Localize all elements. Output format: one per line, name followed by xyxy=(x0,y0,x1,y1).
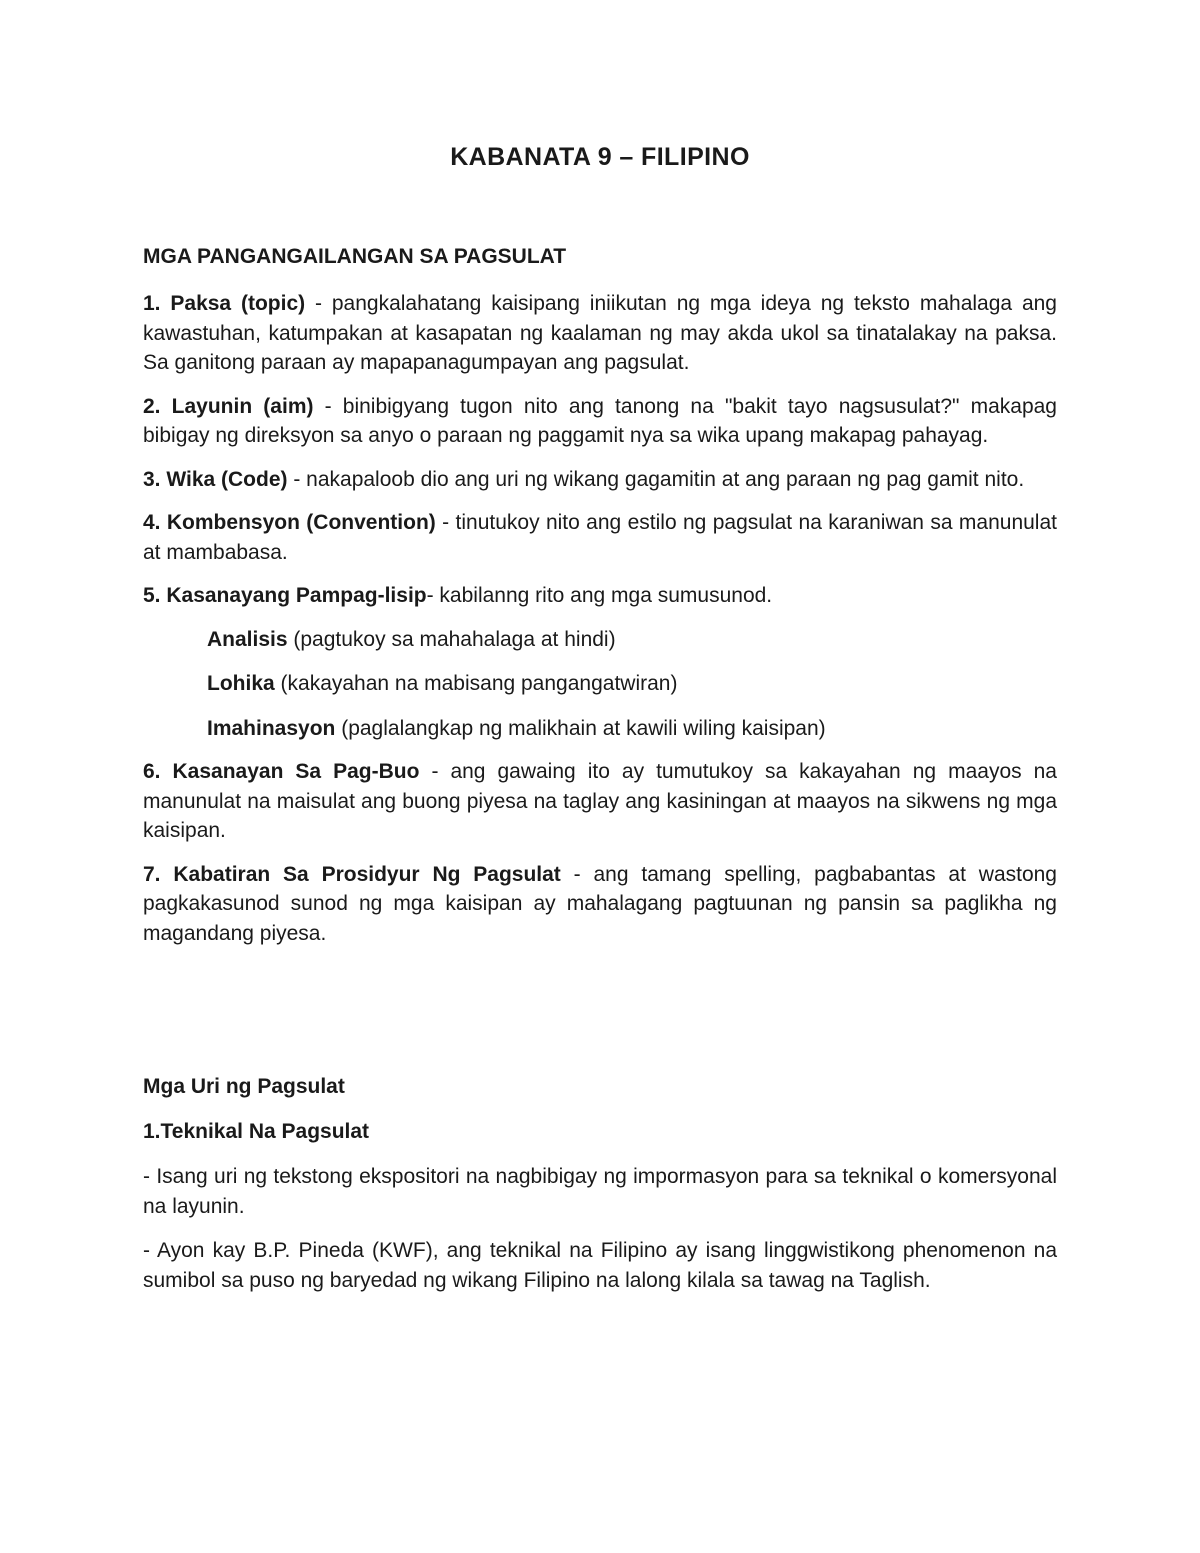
subitem-term: Imahinasyon xyxy=(207,716,336,740)
list-item xyxy=(143,465,1057,495)
list-item xyxy=(143,757,1057,846)
item-description: - pangkalahatang kaisipang iniikutan ng mga ideya ng teksto mahalaga ang kawastuhan, katumpakan at kasapatan ng kaalaman ng may akda ukol sa tinatalakay na paksa. Sa ganitong paraan ay mapapanagumpayan ang pagsulat. xyxy=(143,292,1057,374)
types-section xyxy=(143,1072,1057,1295)
item-term: 5. Kasanayang Pampag-lisip xyxy=(143,584,427,607)
sub-list-item xyxy=(143,669,1057,699)
list-item xyxy=(143,581,1057,611)
item-term: 6. Kasanayan Sa Pag-Buo xyxy=(143,760,420,783)
subsection-heading: 1.Teknikal Na Pagsulat xyxy=(143,1120,370,1143)
paragraph: - Isang uri ng tekstong ekspositori na nagbibigay ng impormasyon para sa teknikal o komersyonal na layunin. xyxy=(143,1165,1057,1218)
item-description: - nakapaloob dio ang uri ng wikang gagamitin at ang paraan ng pag gamit nito. xyxy=(287,467,1025,491)
item-description: - ang tamang spelling, pagbabantas at wastong pagkakasunod sunod ng mga kaisipan ay mahalagang pagtuunan ng pansin sa paglikha ng magandang piyesa. xyxy=(143,862,1057,945)
subitem-description: (paglalangkap ng malikhain at kawili wiling kaisipan) xyxy=(335,716,826,740)
item-description: - binibigyang tugon nito ang tanong na "bakit tayo nagsusulat?" makapag bibigay ng direksyon sa anyo o paraan ng paggamit nya sa wika upang makapag pahayag. xyxy=(143,394,1057,447)
requirements-section xyxy=(143,241,1057,948)
page-title: KABANATA 9 – FILIPINO xyxy=(450,143,750,171)
item-term: 2. Layunin (aim) xyxy=(143,394,314,418)
list-item xyxy=(143,860,1057,949)
sub-list-item xyxy=(143,625,1057,655)
item-description: - tinutukoy nito ang estilo ng pagsulat na karaniwan sa manunulat at mambabasa. xyxy=(143,511,1057,564)
section-heading: MGA PANGANGAILANGAN SA PAGSULAT xyxy=(143,245,567,268)
item-term: 4. Kombensyon (Convention) xyxy=(143,511,436,534)
sub-list-item xyxy=(143,714,1057,744)
section-heading: Mga Uri ng Pagsulat xyxy=(143,1075,345,1098)
subitem-description: (kakayahan na mabisang pangangatwiran) xyxy=(274,672,678,695)
list-item xyxy=(143,289,1057,378)
list-item xyxy=(143,508,1057,567)
item-description: - kabilanng rito ang mga sumusunod. xyxy=(426,584,773,607)
list-item xyxy=(143,392,1057,451)
subitem-description: (pagtukoy sa mahahalaga at hindi) xyxy=(287,627,616,651)
item-term: 1. Paksa (topic) xyxy=(143,292,306,315)
subitem-term: Lohika xyxy=(207,672,275,695)
paragraph: - Ayon kay B.P. Pineda (KWF), ang teknikal na Filipino ay isang linggwistikong phenomenon na sumibol sa puso ng baryedad ng wikang Filipino na lalong kilala sa tawag na Taglish. xyxy=(143,1239,1057,1292)
item-term: 3. Wika (Code) xyxy=(143,467,288,491)
item-description: - ang gawaing ito ay tumutukoy sa kakayahan ng maayos na manunulat na maisulat ang buong piyesa na taglay ang kasiningan at maayos na sikwens ng mga kaisipan. xyxy=(143,760,1057,842)
subitem-term: Analisis xyxy=(207,627,288,651)
item-term: 7. Kabatiran Sa Prosidyur Ng Pagsulat xyxy=(143,862,561,886)
